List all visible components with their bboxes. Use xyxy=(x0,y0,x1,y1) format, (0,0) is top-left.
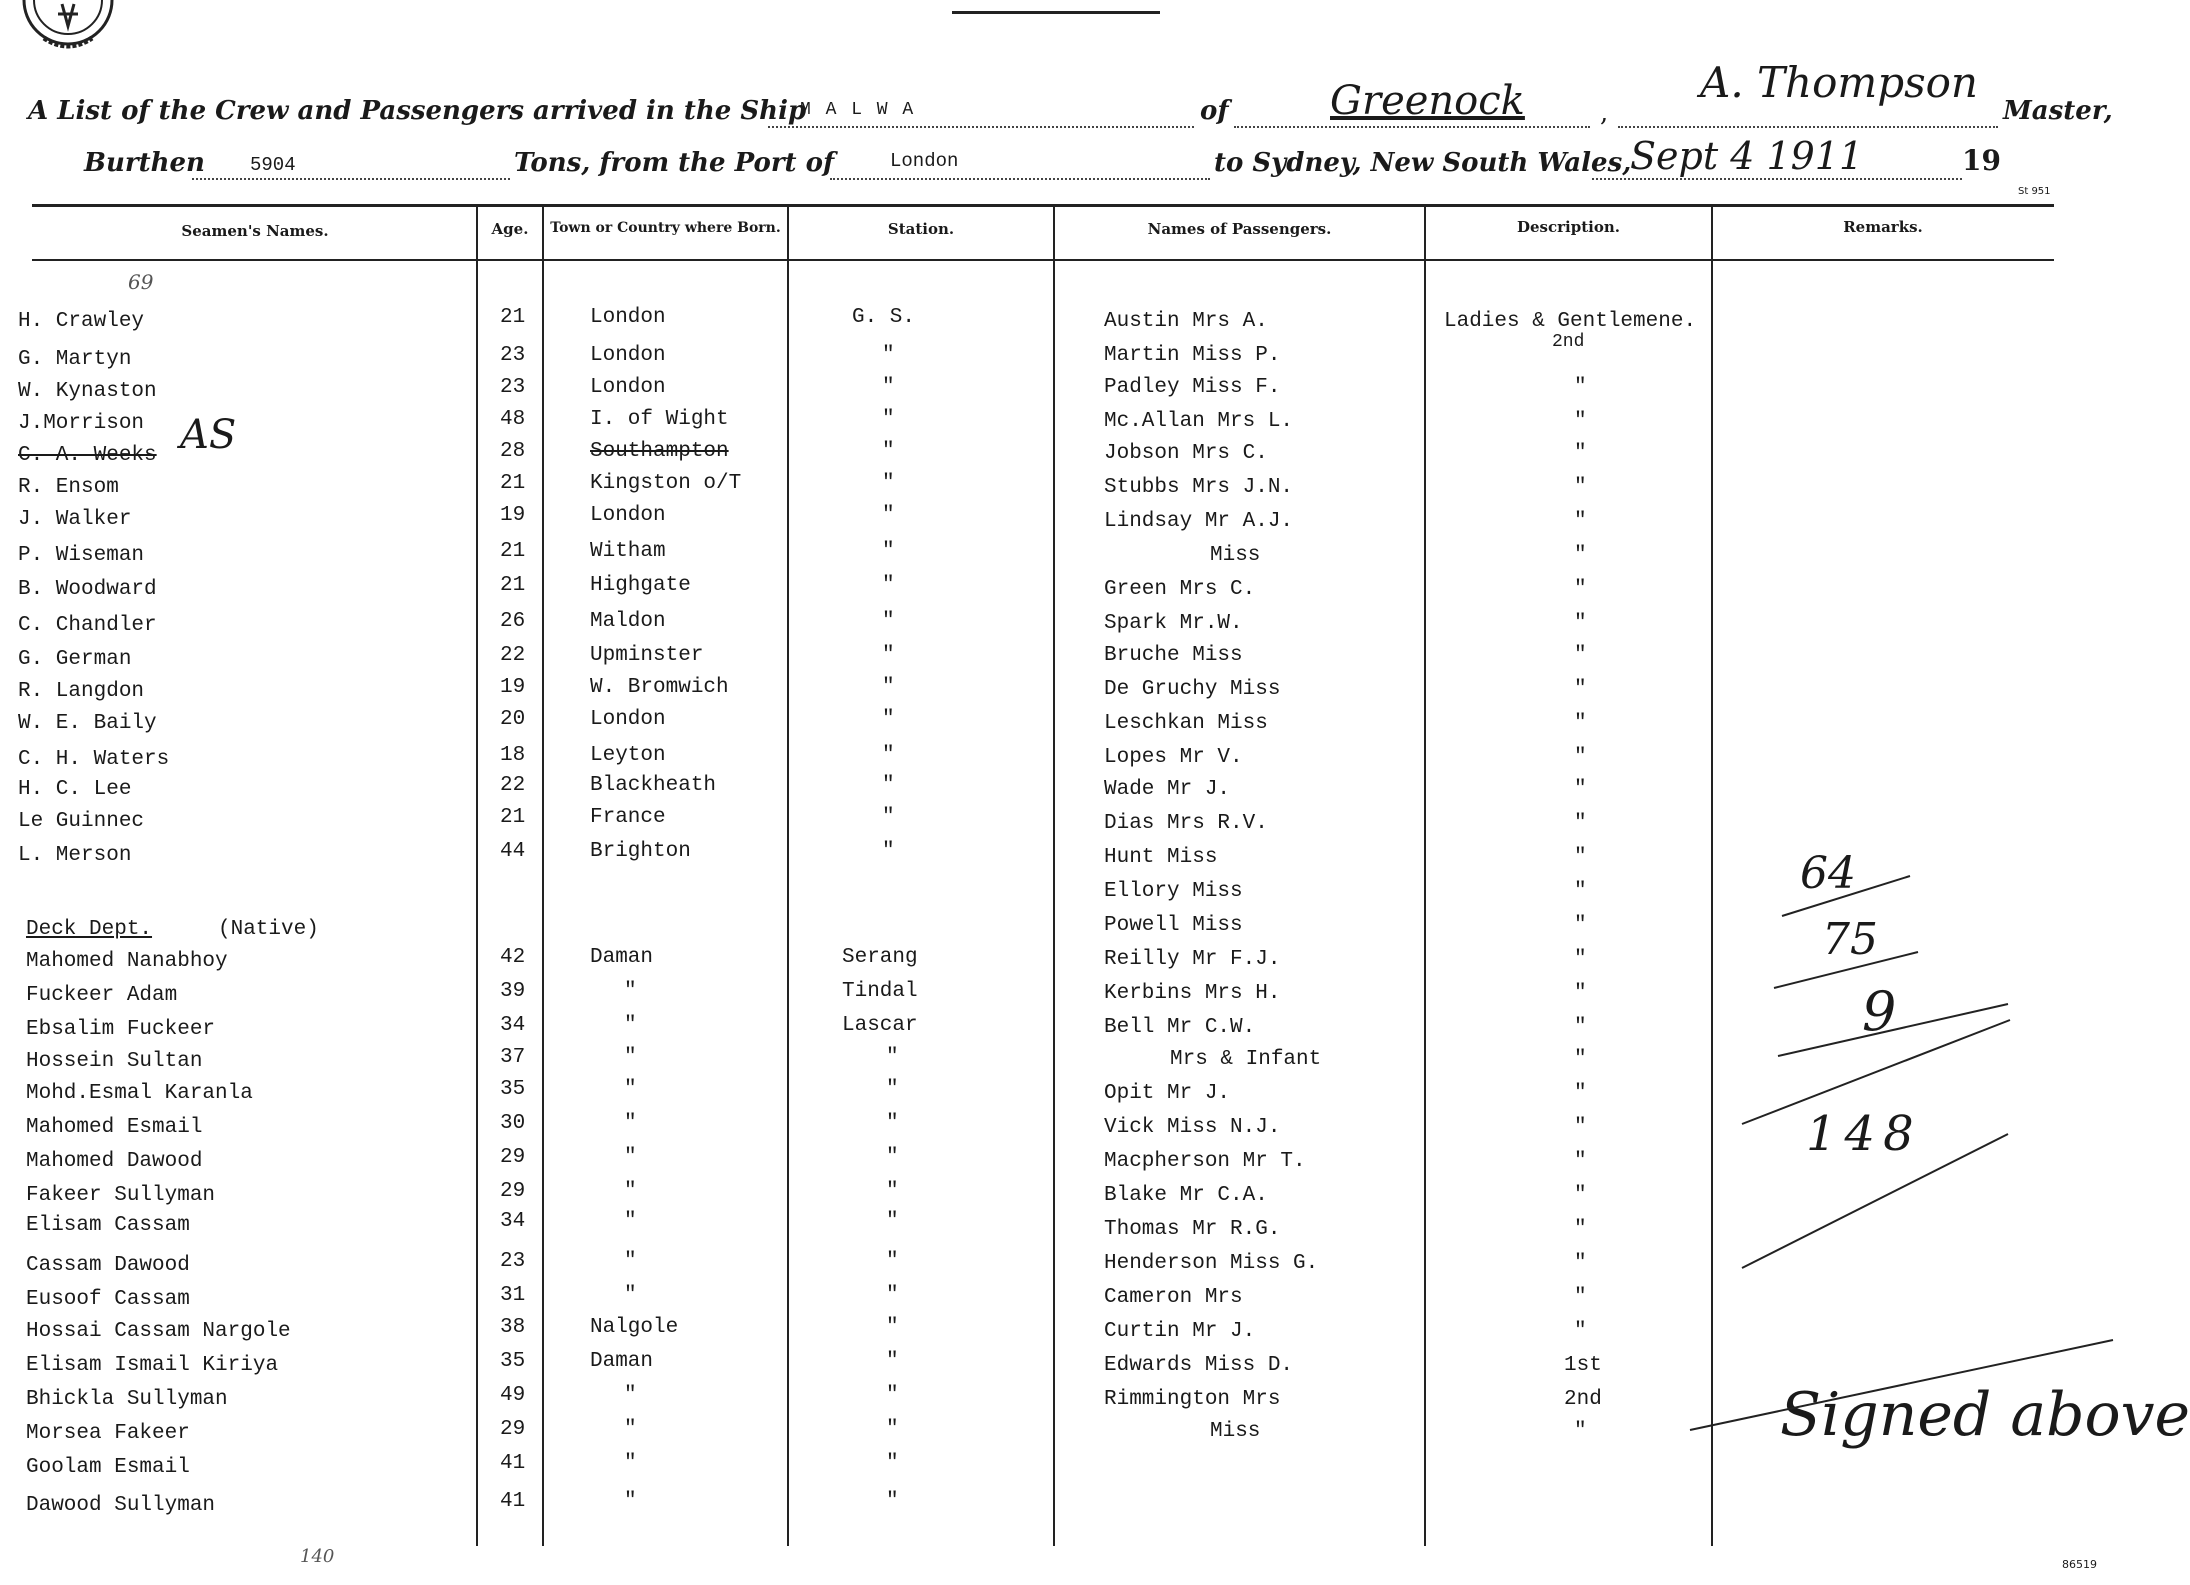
passenger-name: Edwards Miss D. xyxy=(1104,1354,1294,1377)
passenger-name: Henderson Miss G. xyxy=(1104,1252,1319,1275)
native-crew-name: Fakeer Sullyman xyxy=(26,1184,216,1207)
passenger-description: " xyxy=(1574,914,1587,937)
native-crew-name: Morsea Fakeer xyxy=(26,1422,190,1445)
crew-born: France xyxy=(590,806,666,829)
col-divider-born xyxy=(542,204,544,1546)
native-crew-station: Serang xyxy=(842,946,918,969)
crew-born: I. of Wight xyxy=(590,408,729,431)
signed-stroke xyxy=(1690,1300,2113,1440)
passenger-name: Vick Miss N.J. xyxy=(1104,1116,1281,1139)
crew-born: London xyxy=(590,376,666,399)
native-crew-age: 41 xyxy=(500,1452,526,1475)
crew-name: W. E. Baily xyxy=(18,712,157,735)
col-header-seamen: Seamen's Names. xyxy=(181,222,329,240)
native-crew-age: 30 xyxy=(500,1112,526,1135)
native-crew-age: 39 xyxy=(500,980,526,1003)
crew-age: 19 xyxy=(500,676,526,699)
native-crew-station: " xyxy=(886,1284,899,1307)
col-divider-passengers xyxy=(1053,204,1055,1546)
passenger-name: Curtin Mr J. xyxy=(1104,1320,1256,1343)
native-crew-station: " xyxy=(886,1384,899,1407)
crew-station: " xyxy=(882,574,895,597)
crew-born: London xyxy=(590,344,666,367)
crew-station: " xyxy=(882,610,895,633)
native-crew-name: Elisam Cassam xyxy=(26,1214,190,1237)
crew-born: Kingston o/T xyxy=(590,472,742,495)
native-crew-born: " xyxy=(624,1146,637,1169)
margin-note: 69 xyxy=(128,270,154,294)
native-crew-born: " xyxy=(624,1284,637,1307)
passenger-description: " xyxy=(1574,1286,1587,1309)
passenger-description: " xyxy=(1574,1150,1587,1173)
initials-annotation: AS xyxy=(180,412,237,458)
crew-station: " xyxy=(882,440,895,463)
from-port-line xyxy=(830,178,1210,180)
tons-label: Tons, from the Port of xyxy=(514,148,835,178)
native-crew-name: Goolam Esmail xyxy=(26,1456,190,1479)
native-crew-station: Lascar xyxy=(842,1014,918,1037)
crew-name: C. H. Waters xyxy=(18,748,170,771)
passenger-description: " xyxy=(1574,476,1587,499)
native-crew-station: Tindal xyxy=(842,980,918,1003)
crew-born: Blackheath xyxy=(590,774,717,797)
crew-name: G. Martyn xyxy=(18,348,132,371)
native-crew-born: " xyxy=(624,1210,637,1233)
native-crew-age: 34 xyxy=(500,1210,526,1233)
burthen-label: Burthen xyxy=(84,148,205,178)
passenger-description: " xyxy=(1574,948,1587,971)
passenger-name: Ellory Miss xyxy=(1104,880,1243,903)
native-crew-station: " xyxy=(886,1112,899,1135)
crew-station: " xyxy=(882,408,895,431)
passenger-description: " xyxy=(1574,612,1587,635)
native-crew-name: Bhickla Sullyman xyxy=(26,1388,228,1411)
passenger-description: " xyxy=(1574,544,1587,567)
native-crew-age: 37 xyxy=(500,1046,526,1069)
native-crew-born: " xyxy=(624,1180,637,1203)
crew-age: 28 xyxy=(500,440,526,463)
passenger-description: " xyxy=(1574,644,1587,667)
native-crew-station: " xyxy=(886,1316,899,1339)
native-crew-station: " xyxy=(886,1210,899,1233)
native-crew-age: 34 xyxy=(500,1014,526,1037)
passenger-name: Spark Mr.W. xyxy=(1104,612,1243,635)
native-crew-station: " xyxy=(886,1146,899,1169)
crew-age: 19 xyxy=(500,504,526,527)
native-crew-age: 42 xyxy=(500,946,526,969)
native-crew-station: " xyxy=(886,1418,899,1441)
passenger-description: " xyxy=(1574,376,1587,399)
passenger-name: Opit Mr J. xyxy=(1104,1082,1231,1105)
native-crew-born: " xyxy=(624,1014,637,1037)
passenger-name: Rimmington Mrs xyxy=(1104,1388,1281,1411)
deck-dept-label: Deck Dept. xyxy=(26,918,153,941)
passenger-description: " xyxy=(1574,846,1587,869)
crew-age: 21 xyxy=(500,472,526,495)
col-header-description: Description. xyxy=(1517,218,1620,236)
crew-name: R. Ensom xyxy=(18,476,119,499)
col-divider-age xyxy=(476,204,478,1546)
crew-born: Brighton xyxy=(590,840,691,863)
tally-2: 75 xyxy=(1822,914,1878,965)
col-divider-description xyxy=(1424,204,1426,1546)
crew-name: P. Wiseman xyxy=(18,544,145,567)
crew-station: " xyxy=(882,708,895,731)
passenger-description: " xyxy=(1574,410,1587,433)
crew-born: Maldon xyxy=(590,610,666,633)
crew-station: " xyxy=(882,840,895,863)
arrival-date: Sept 4 1911 xyxy=(1630,134,1864,178)
native-crew-age: 35 xyxy=(500,1078,526,1101)
tally-1: 64 xyxy=(1800,848,1856,899)
crew-station: " xyxy=(882,644,895,667)
crew-age: 21 xyxy=(500,306,526,329)
passenger-description: " xyxy=(1574,712,1587,735)
crew-born: Southampton xyxy=(590,440,729,463)
native-crew-name: Dawood Sullyman xyxy=(26,1494,216,1517)
col-header-passengers: Names of Passengers. xyxy=(1147,220,1332,238)
native-crew-station: " xyxy=(886,1078,899,1101)
tons-line xyxy=(192,178,510,180)
passenger-description: 2nd xyxy=(1564,1388,1602,1411)
passenger-description: " xyxy=(1574,812,1587,835)
native-crew-name: Mohd.Esmal Karanla xyxy=(26,1082,253,1105)
crew-age: 21 xyxy=(500,574,526,597)
table-top-rule xyxy=(32,204,2054,207)
native-crew-name: Hossein Sultan xyxy=(26,1050,203,1073)
form-code: St 951 xyxy=(2018,186,2051,197)
passenger-description: " xyxy=(1574,1116,1587,1139)
to-label: to Sydney, New South Wales, xyxy=(1214,148,1632,178)
crew-age: 48 xyxy=(500,408,526,431)
crew-born: Leyton xyxy=(590,744,666,767)
passenger-name: Wade Mr J. xyxy=(1104,778,1231,801)
deck-dept-sublabel: (Native) xyxy=(218,918,319,941)
native-crew-station: " xyxy=(886,1350,899,1373)
from-port: London xyxy=(890,150,959,172)
crew-name: L. Merson xyxy=(18,844,132,867)
native-crew-born: " xyxy=(624,1112,637,1135)
tally-lines xyxy=(1712,860,2112,1280)
passenger-name: Dias Mrs R.V. xyxy=(1104,812,1268,835)
crew-born: London xyxy=(590,306,666,329)
crew-age: 20 xyxy=(500,708,526,731)
crew-name: Le Guinnec xyxy=(18,810,145,833)
crew-station: " xyxy=(882,472,895,495)
native-crew-age: 29 xyxy=(500,1146,526,1169)
native-crew-station: " xyxy=(886,1452,899,1475)
passenger-description: " xyxy=(1574,442,1587,465)
passenger-name: Bruche Miss xyxy=(1104,644,1243,667)
crew-name: C. A. Weeks xyxy=(18,444,157,467)
crew-station: " xyxy=(882,376,895,399)
native-crew-name: Mahomed Dawood xyxy=(26,1150,203,1173)
native-crew-age: 35 xyxy=(500,1350,526,1373)
passenger-name: De Gruchy Miss xyxy=(1104,678,1281,701)
native-crew-born: Daman xyxy=(590,946,654,969)
passenger-name: Bell Mr C.W. xyxy=(1104,1016,1256,1039)
passenger-description: " xyxy=(1574,1252,1587,1275)
native-crew-name: Mahomed Nanabhoy xyxy=(26,950,228,973)
crew-name: B. Woodward xyxy=(18,578,157,601)
passenger-description: " xyxy=(1574,1082,1587,1105)
native-crew-station: " xyxy=(886,1490,899,1513)
crew-station: " xyxy=(882,344,895,367)
native-crew-name: Fuckeer Adam xyxy=(26,984,178,1007)
native-crew-born: " xyxy=(624,1078,637,1101)
native-crew-age: 38 xyxy=(500,1316,526,1339)
tally-3: 9 xyxy=(1862,980,1897,1043)
passenger-name: Lindsay Mr A.J. xyxy=(1104,510,1294,533)
port-of-registry-line xyxy=(1234,126,1590,128)
signed-above: Signed above xyxy=(1780,1380,2190,1450)
tons-value: 5904 xyxy=(250,154,296,176)
col-header-remarks: Remarks. xyxy=(1843,218,1923,236)
col-divider-station xyxy=(787,204,789,1546)
crew-age: 21 xyxy=(500,540,526,563)
crew-name: J. Walker xyxy=(18,508,132,531)
col-header-born: Town or Country where Born. xyxy=(550,220,781,236)
passenger-name: Green Mrs C. xyxy=(1104,578,1256,601)
passenger-name: Mc.Allan Mrs L. xyxy=(1104,410,1294,433)
master-label: Master, xyxy=(2003,96,2113,126)
of-label: of xyxy=(1200,96,1229,126)
bottom-note: 140 xyxy=(300,1546,335,1567)
crew-name: H. C. Lee xyxy=(18,778,132,801)
native-crew-name: Mahomed Esmail xyxy=(26,1116,203,1139)
year-suffix: 19 xyxy=(1962,144,2001,177)
form-number: 86519 xyxy=(2062,1558,2097,1571)
native-crew-born: Nalgole xyxy=(590,1316,679,1339)
passenger-description: " xyxy=(1574,1218,1587,1241)
native-crew-age: 31 xyxy=(500,1284,526,1307)
date-line xyxy=(1592,178,1962,180)
native-crew-station: " xyxy=(886,1180,899,1203)
col-header-station: Station. xyxy=(887,220,955,238)
passenger-name: Macpherson Mr T. xyxy=(1104,1150,1306,1173)
crew-age: 22 xyxy=(500,774,526,797)
crew-name: J.Morrison xyxy=(18,412,145,435)
native-crew-age: 29 xyxy=(500,1418,526,1441)
passenger-name: Mrs & Infant xyxy=(1170,1048,1322,1071)
crew-station: G. S. xyxy=(852,306,916,329)
passenger-name: Miss xyxy=(1210,1420,1261,1443)
passenger-description: " xyxy=(1574,678,1587,701)
passenger-name: Martin Miss P. xyxy=(1104,344,1281,367)
native-crew-born: " xyxy=(624,1384,637,1407)
crew-age: 22 xyxy=(500,644,526,667)
crew-age: 26 xyxy=(500,610,526,633)
native-crew-station: " xyxy=(886,1250,899,1273)
crew-born: Witham xyxy=(590,540,666,563)
native-crew-born: " xyxy=(624,1046,637,1069)
master-line xyxy=(1618,126,1998,128)
crew-station: " xyxy=(882,540,895,563)
native-crew-born: " xyxy=(624,1250,637,1273)
passenger-description: " xyxy=(1574,1016,1587,1039)
passenger-name: Miss xyxy=(1210,544,1261,567)
passenger-description: 1st xyxy=(1564,1354,1602,1377)
native-crew-born: " xyxy=(624,1490,637,1513)
crew-born: Upminster xyxy=(590,644,704,667)
crew-born: London xyxy=(590,708,666,731)
passenger-description: " xyxy=(1574,880,1587,903)
passenger-name: Austin Mrs A. xyxy=(1104,310,1268,333)
crew-name: R. Langdon xyxy=(18,680,145,703)
native-crew-born: " xyxy=(624,1452,637,1475)
native-crew-name: Ebsalim Fuckeer xyxy=(26,1018,216,1041)
crew-station: " xyxy=(882,676,895,699)
col-header-age: Age. xyxy=(491,220,529,238)
header-title: A List of the Crew and Passengers arrived in the Ship xyxy=(28,96,807,126)
passenger-description: " xyxy=(1574,982,1587,1005)
ship-name: M A L W A xyxy=(800,100,916,120)
passenger-name: Jobson Mrs C. xyxy=(1104,442,1268,465)
passenger-description: " xyxy=(1574,510,1587,533)
crew-age: 18 xyxy=(500,744,526,767)
port-of-registry: Greenock xyxy=(1330,78,1525,124)
native-crew-age: 41 xyxy=(500,1490,526,1513)
passenger-description: " xyxy=(1574,1320,1587,1343)
native-crew-born: Daman xyxy=(590,1350,654,1373)
passenger-description: 2nd xyxy=(1552,332,1585,352)
passenger-name: Powell Miss xyxy=(1104,914,1243,937)
native-crew-born: " xyxy=(624,980,637,1003)
master-name: A. Thompson xyxy=(1700,58,1978,107)
passenger-name: Leschkan Miss xyxy=(1104,712,1268,735)
passenger-name: Stubbs Mrs J.N. xyxy=(1104,476,1294,499)
passenger-name: Blake Mr C.A. xyxy=(1104,1184,1268,1207)
passenger-name: Cameron Mrs xyxy=(1104,1286,1243,1309)
passenger-description: " xyxy=(1574,1048,1587,1071)
native-crew-name: Hossai Cassam Nargole xyxy=(26,1320,291,1343)
crew-born: Highgate xyxy=(590,574,691,597)
crew-age: 44 xyxy=(500,840,526,863)
passenger-name: Kerbins Mrs H. xyxy=(1104,982,1281,1005)
crew-station: " xyxy=(882,744,895,767)
crew-station: " xyxy=(882,504,895,527)
passenger-name: Lopes Mr V. xyxy=(1104,746,1243,769)
native-crew-name: Cassam Dawood xyxy=(26,1254,190,1277)
passenger-name: Padley Miss F. xyxy=(1104,376,1281,399)
passenger-name: Reilly Mr F.J. xyxy=(1104,948,1281,971)
passenger-description: " xyxy=(1574,1184,1587,1207)
passenger-name: Hunt Miss xyxy=(1104,846,1218,869)
crew-age: 23 xyxy=(500,344,526,367)
passenger-description: " xyxy=(1574,578,1587,601)
native-crew-age: 23 xyxy=(500,1250,526,1273)
crew-name: C. Chandler xyxy=(18,614,157,637)
top-rule xyxy=(952,11,1160,14)
native-crew-age: 49 xyxy=(500,1384,526,1407)
crew-name: H. Crawley xyxy=(18,310,145,333)
crew-name: G. German xyxy=(18,648,132,671)
passenger-description: Ladies & Gentlemene. xyxy=(1444,310,1697,333)
native-crew-name: Elisam Ismail Kiriya xyxy=(26,1354,279,1377)
native-crew-station: " xyxy=(886,1046,899,1069)
tally-4: 148 xyxy=(1806,1106,1922,1162)
crew-name: W. Kynaston xyxy=(18,380,157,403)
crew-age: 23 xyxy=(500,376,526,399)
seal-icon xyxy=(22,0,114,67)
table-header-rule xyxy=(32,259,2054,261)
passenger-name: Thomas Mr R.G. xyxy=(1104,1218,1281,1241)
crew-age: 21 xyxy=(500,806,526,829)
comma: , xyxy=(1600,98,1609,128)
ship-name-line xyxy=(768,126,1194,128)
passenger-description: " xyxy=(1574,746,1587,769)
passenger-description: " xyxy=(1574,1420,1587,1443)
passenger-description: " xyxy=(1574,778,1587,801)
native-crew-name: Eusoof Cassam xyxy=(26,1288,190,1311)
crew-station: " xyxy=(882,806,895,829)
native-crew-age: 29 xyxy=(500,1180,526,1203)
crew-born: London xyxy=(590,504,666,527)
native-crew-born: " xyxy=(624,1418,637,1441)
crew-born: W. Bromwich xyxy=(590,676,729,699)
crew-station: " xyxy=(882,774,895,797)
